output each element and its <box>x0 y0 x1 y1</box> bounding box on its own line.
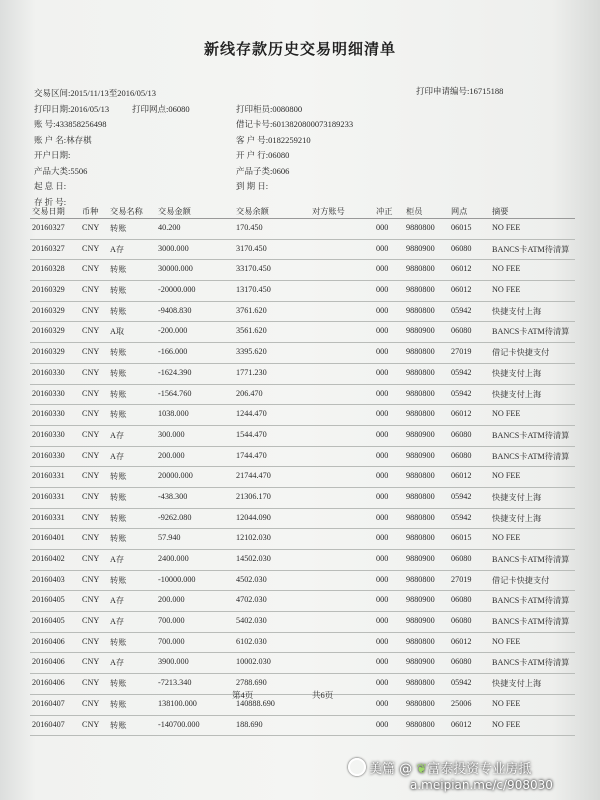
cell-branch: 06012 <box>451 636 472 646</box>
cell-txn-type: 转账 <box>110 286 127 296</box>
cell-branch: 05942 <box>451 367 472 377</box>
cell-branch: 06012 <box>451 285 472 295</box>
cell-teller: 9880800 <box>406 512 435 522</box>
cell-amount: -1624.390 <box>158 367 192 377</box>
cell-date: 20160405 <box>32 595 65 605</box>
cell-memo: NO FEE <box>492 471 521 481</box>
cell-txn-type: 转账 <box>110 699 127 709</box>
cell-amount: 200.000 <box>158 595 185 605</box>
table-row <box>30 364 575 385</box>
watermark-author: 富泰投资专业房抵 <box>427 762 532 777</box>
cell-amount: 3000.000 <box>158 243 189 253</box>
cell-balance: 21744.470 <box>236 471 271 481</box>
cell-txn-type: 转账 <box>110 224 127 233</box>
cell-txn-type: A存 <box>110 451 125 461</box>
cell-balance: 206.470 <box>236 388 263 398</box>
cell-teller: 9880800 <box>406 388 435 398</box>
cell-reversal: 000 <box>376 347 389 357</box>
cell-date: 20160406 <box>32 636 65 646</box>
cell-reversal: 000 <box>376 491 389 501</box>
cell-amount: -166.000 <box>158 347 188 357</box>
cell-branch: 05942 <box>451 388 472 398</box>
cell-reversal: 000 <box>376 450 389 460</box>
cell-teller: 9880800 <box>406 223 435 232</box>
table-row <box>30 509 575 530</box>
print-branch: 打印网点:06080 <box>132 103 190 114</box>
cell-reversal: 000 <box>376 574 389 584</box>
cell-memo: BANCS卡ATM待清算 <box>492 244 570 254</box>
cell-txn-type: 转账 <box>110 306 127 316</box>
print-request-no: 打印申请编号:16715188 <box>416 86 504 96</box>
cell-branch: 27019 <box>451 574 472 584</box>
table-row <box>30 302 575 323</box>
cell-reversal: 000 <box>376 367 389 377</box>
cell-balance: 13170.450 <box>236 285 271 295</box>
cell-reversal: 000 <box>376 595 389 605</box>
cell-currency: CNY <box>82 388 100 398</box>
cell-currency: CNY <box>82 512 100 522</box>
table-row <box>30 219 575 240</box>
table-row <box>30 405 575 426</box>
cell-txn-type: A存 <box>110 430 125 440</box>
cell-date: 20160329 <box>32 285 65 295</box>
cell-txn-type: A存 <box>110 555 125 564</box>
cell-teller: 9880800 <box>406 347 435 357</box>
cell-date: 20160407 <box>32 719 65 729</box>
cell-branch: 06012 <box>451 264 472 274</box>
leaf-icon: ❦ <box>416 762 428 777</box>
cell-amount: -200.000 <box>158 326 188 336</box>
cell-currency: CNY <box>82 657 100 667</box>
cell-currency: CNY <box>82 636 100 646</box>
cell-date: 20160331 <box>32 491 65 501</box>
cell-balance: 3395.620 <box>236 347 267 357</box>
cell-currency: CNY <box>82 264 100 274</box>
cell-currency: CNY <box>82 554 100 563</box>
cell-date: 20160331 <box>32 512 65 522</box>
cell-txn-type: 转账 <box>110 389 127 399</box>
cell-teller: 9880900 <box>406 616 435 626</box>
cell-reversal: 000 <box>376 636 389 646</box>
cell-amount: -9262.080 <box>158 512 192 522</box>
cell-balance: 188.690 <box>236 719 263 729</box>
table-row <box>30 716 575 737</box>
cell-balance: 1544.470 <box>236 429 267 439</box>
cell-memo: BANCS卡ATM待清算 <box>492 327 570 337</box>
cell-branch: 06080 <box>451 450 472 460</box>
print-teller: 打印柜员:0080800 <box>236 103 303 114</box>
cell-reversal: 000 <box>376 616 389 626</box>
cell-teller: 9880900 <box>406 243 435 253</box>
cell-currency: CNY <box>82 326 100 336</box>
cell-balance: 1744.470 <box>236 450 267 460</box>
table-row <box>30 240 575 261</box>
cell-date: 20160327 <box>32 223 65 232</box>
account-name: 账 户 名:林存棋 <box>34 134 92 145</box>
cell-reversal: 000 <box>376 429 389 439</box>
cell-currency: CNY <box>82 533 100 543</box>
cell-txn-type: 转账 <box>110 679 127 689</box>
cell-reversal: 000 <box>376 657 389 667</box>
cell-amount: -10000.000 <box>158 574 196 584</box>
cell-txn-type: 转账 <box>110 534 127 544</box>
cell-currency: CNY <box>82 223 100 232</box>
cell-date: 20160329 <box>32 347 65 357</box>
cell-teller: 9880900 <box>406 595 435 605</box>
cell-reversal: 000 <box>376 388 389 398</box>
table-row <box>30 571 575 592</box>
cell-teller: 9880800 <box>406 719 435 729</box>
column-header: 交易名称 <box>110 207 143 216</box>
table-row <box>30 467 575 488</box>
cell-teller: 9880800 <box>406 471 435 481</box>
cell-date: 20160407 <box>32 698 65 708</box>
cell-reversal: 000 <box>376 264 389 274</box>
cell-currency: CNY <box>82 719 100 729</box>
cell-reversal: 000 <box>376 698 389 708</box>
table-row <box>30 385 575 406</box>
cell-txn-type: 转账 <box>110 575 127 585</box>
cell-teller: 9880800 <box>406 574 435 584</box>
column-header: 冲正 <box>376 207 393 216</box>
cell-branch: 06080 <box>451 595 472 605</box>
cell-amount: -438.300 <box>158 491 188 501</box>
cell-balance: 1244.470 <box>236 409 267 419</box>
cell-currency: CNY <box>82 491 100 501</box>
cell-reversal: 000 <box>376 678 389 688</box>
cell-reversal: 000 <box>376 326 389 336</box>
debit-card-number: 借记卡号:6013820800073189233 <box>236 119 354 129</box>
watermark <box>348 758 531 777</box>
cell-balance: 21306.170 <box>236 491 271 501</box>
cell-memo: NO FEE <box>492 264 521 274</box>
cell-reversal: 000 <box>376 554 389 563</box>
cell-teller: 9880800 <box>406 533 435 543</box>
column-header: 交易日期 <box>32 207 65 216</box>
open-date: 开户日期: <box>34 150 71 160</box>
cell-memo: BANCS卡ATM待清算 <box>492 658 570 668</box>
column-header: 摘要 <box>492 207 509 216</box>
cell-balance: 3170.450 <box>236 243 267 253</box>
cell-date: 20160330 <box>32 367 65 377</box>
cell-balance: 2788.690 <box>236 678 267 688</box>
cell-txn-type: A取 <box>110 327 125 337</box>
table-row <box>30 633 575 654</box>
cell-currency: CNY <box>82 471 100 481</box>
cell-balance: 33170.450 <box>236 264 271 274</box>
cell-balance: 6102.030 <box>236 636 267 646</box>
cell-reversal: 000 <box>376 243 389 253</box>
cell-reversal: 000 <box>376 409 389 419</box>
cell-memo: BANCS卡ATM待清算 <box>492 596 570 606</box>
table-row <box>30 447 575 468</box>
cell-date: 20160330 <box>32 388 65 398</box>
cell-branch: 05942 <box>451 512 472 522</box>
statement-header <box>34 86 574 210</box>
column-header: 交易金额 <box>158 207 191 216</box>
cell-currency: CNY <box>82 595 100 605</box>
cell-date: 20160331 <box>32 471 65 481</box>
transaction-table <box>30 204 575 736</box>
table-row <box>30 343 575 364</box>
cell-txn-type: 转账 <box>110 472 127 482</box>
cell-memo: NO FEE <box>492 719 521 729</box>
cell-memo: 快捷支付上海 <box>492 389 542 399</box>
cell-memo: 快捷支付上海 <box>492 513 542 523</box>
cell-currency: CNY <box>82 450 100 460</box>
watermark-url: a.meipian.me/c/908030 <box>410 778 553 792</box>
cell-memo: BANCS卡ATM待清算 <box>492 617 570 627</box>
cell-teller: 9880900 <box>406 554 435 563</box>
cell-amount: -20000.000 <box>158 285 196 295</box>
cell-txn-type: 转账 <box>110 492 127 502</box>
table-row <box>30 281 575 302</box>
cell-amount: 20000.000 <box>158 471 193 481</box>
passbook-number: 存 折 号: <box>34 196 67 207</box>
cell-amount: 700.000 <box>158 636 185 646</box>
cell-currency: CNY <box>82 698 100 708</box>
table-row <box>30 260 575 281</box>
cell-txn-type: A存 <box>110 596 125 606</box>
cell-balance: 4502.030 <box>236 574 267 584</box>
cell-balance: 170.450 <box>236 223 263 232</box>
cell-memo: NO FEE <box>492 285 521 295</box>
table-row <box>30 550 575 571</box>
cell-branch: 06012 <box>451 409 472 419</box>
cell-branch: 06080 <box>451 243 472 253</box>
cell-txn-type: A存 <box>110 658 125 668</box>
cell-txn-type: A存 <box>110 617 125 627</box>
table-row <box>30 322 575 343</box>
cell-branch: 06015 <box>451 223 472 232</box>
table-row <box>30 591 575 612</box>
cell-date: 20160401 <box>32 533 65 543</box>
cell-txn-type: 转账 <box>110 410 127 420</box>
document-title: 新线存款历史交易明细清单 <box>203 40 396 58</box>
cell-memo: NO FEE <box>492 698 521 708</box>
cell-amount: 138100.000 <box>158 698 197 708</box>
cell-reversal: 000 <box>376 305 389 315</box>
cell-balance: 12044.090 <box>236 512 271 522</box>
cell-branch: 05942 <box>451 305 472 315</box>
open-branch: 开 户 行:06080 <box>236 150 290 160</box>
watermark-brand: 美篇 @ <box>369 762 413 777</box>
cell-reversal: 000 <box>376 471 389 481</box>
cell-memo: 借记卡快捷支付 <box>492 348 550 358</box>
cell-balance: 14502.030 <box>236 554 271 563</box>
cell-amount: 3900.000 <box>158 657 189 667</box>
cell-balance: 10002.030 <box>236 657 271 667</box>
cell-balance: 5402.030 <box>236 616 267 626</box>
cell-balance: 4702.030 <box>236 595 267 605</box>
cell-teller: 9880900 <box>406 326 435 336</box>
cell-teller: 9880800 <box>406 698 435 708</box>
cell-balance: 140888.690 <box>236 698 275 708</box>
cell-memo: NO FEE <box>492 409 521 419</box>
cell-currency: CNY <box>82 367 100 377</box>
cell-txn-type: 转账 <box>110 637 127 647</box>
transaction-range: 交易区间:2015/11/13至2016/05/13 <box>34 88 156 98</box>
cell-amount: 40.200 <box>158 223 181 232</box>
product-class: 产品大类:5506 <box>34 165 88 176</box>
column-header: 对方账号 <box>312 207 345 216</box>
table-row <box>30 674 575 695</box>
cell-currency: CNY <box>82 574 100 584</box>
cell-memo: BANCS卡ATM待清算 <box>492 451 570 461</box>
table-row <box>30 426 575 447</box>
cell-branch: 06080 <box>451 429 472 439</box>
cell-txn-type: 转账 <box>110 720 127 730</box>
cell-memo: 快捷支付上海 <box>492 492 542 502</box>
cell-txn-type: 转账 <box>110 513 127 523</box>
cell-date: 20160403 <box>32 574 65 584</box>
cell-branch: 27019 <box>451 347 472 357</box>
cell-date: 20160330 <box>32 450 65 460</box>
cell-reversal: 000 <box>376 285 389 295</box>
cell-teller: 9880800 <box>406 264 435 274</box>
cell-amount: 2400.000 <box>158 554 189 563</box>
cell-memo: NO FEE <box>492 636 521 646</box>
cell-currency: CNY <box>82 305 100 315</box>
cell-date: 20160328 <box>32 264 65 274</box>
cell-teller: 9880800 <box>406 491 435 501</box>
cell-memo: 快捷支付上海 <box>492 306 542 316</box>
customer-number: 客 户 号:0182259210 <box>236 134 311 145</box>
cell-currency: CNY <box>82 678 100 688</box>
cell-amount: 57.940 <box>158 533 181 543</box>
cell-reversal: 000 <box>376 719 389 729</box>
cell-amount: -7213.340 <box>158 678 192 688</box>
cell-date: 20160327 <box>32 243 65 253</box>
cell-date: 20160330 <box>32 409 65 419</box>
cell-teller: 9880900 <box>406 657 435 667</box>
cell-teller: 9880800 <box>406 678 435 688</box>
cell-memo: 快捷支付上海 <box>492 679 542 689</box>
cell-branch: 05942 <box>451 491 472 501</box>
cell-txn-type: 转账 <box>110 265 127 275</box>
cell-amount: 700.000 <box>158 616 185 626</box>
cell-memo: 快捷支付上海 <box>492 368 542 378</box>
cell-txn-type: 转账 <box>110 368 127 378</box>
cell-teller: 9880800 <box>406 285 435 295</box>
cell-reversal: 000 <box>376 533 389 543</box>
cell-teller: 9880800 <box>406 305 435 315</box>
cell-balance: 1771.230 <box>236 367 267 377</box>
print-date: 打印日期:2016/05/13 <box>34 103 110 114</box>
cell-teller: 9880800 <box>406 367 435 377</box>
meipian-logo-icon <box>348 758 366 776</box>
cell-memo: 借记卡快捷支付 <box>492 575 550 585</box>
table-row <box>30 653 575 674</box>
cell-branch: 25006 <box>451 698 472 708</box>
value-date: 起 息 日: <box>34 181 67 191</box>
due-date: 到 期 日: <box>236 181 269 191</box>
table-row <box>30 695 575 716</box>
cell-branch: 06015 <box>451 533 472 543</box>
cell-txn-type: A存 <box>110 244 125 254</box>
page-total: 共6页 <box>312 690 334 700</box>
cell-reversal: 000 <box>376 223 389 232</box>
table-row <box>30 529 575 550</box>
cell-currency: CNY <box>82 285 100 295</box>
column-header: 交易余额 <box>236 207 269 216</box>
cell-reversal: 000 <box>376 512 389 522</box>
cell-memo: NO FEE <box>492 533 521 543</box>
cell-date: 20160406 <box>32 657 65 667</box>
cell-branch: 06080 <box>451 657 472 667</box>
cell-balance: 3561.620 <box>236 326 267 336</box>
cell-currency: CNY <box>82 243 100 253</box>
table-row <box>30 612 575 633</box>
cell-amount: -140700.000 <box>158 719 200 729</box>
cell-date: 20160402 <box>32 554 65 563</box>
table-header-row <box>30 204 575 219</box>
cell-date: 20160329 <box>32 305 65 315</box>
cell-teller: 9880800 <box>406 636 435 646</box>
cell-branch: 06080 <box>451 326 472 336</box>
cell-balance: 3761.620 <box>236 305 267 315</box>
cell-date: 20160406 <box>32 678 65 688</box>
cell-branch: 05942 <box>451 678 472 688</box>
cell-amount: 300.000 <box>158 429 185 439</box>
cell-teller: 9880900 <box>406 450 435 460</box>
cell-currency: CNY <box>82 409 100 419</box>
cell-currency: CNY <box>82 616 100 626</box>
cell-branch: 06012 <box>451 471 472 481</box>
cell-memo: BANCS卡ATM待清算 <box>492 555 570 564</box>
account-number: 账 号:433858256498 <box>34 119 107 129</box>
column-header: 柜员 <box>406 207 423 216</box>
product-subclass: 产品子类:0606 <box>236 165 290 176</box>
cell-amount: 30000.000 <box>158 264 193 274</box>
cell-amount: -1564.760 <box>158 388 192 398</box>
cell-amount: -9408.830 <box>158 305 192 315</box>
cell-memo: NO FEE <box>492 223 521 232</box>
cell-date: 20160329 <box>32 326 65 336</box>
cell-currency: CNY <box>82 347 100 357</box>
table-row <box>30 488 575 509</box>
cell-amount: 1038.000 <box>158 409 189 419</box>
cell-memo: BANCS卡ATM待清算 <box>492 430 570 440</box>
cell-branch: 06080 <box>451 554 472 563</box>
cell-teller: 9880800 <box>406 409 435 419</box>
cell-date: 20160405 <box>32 616 65 626</box>
cell-balance: 12102.030 <box>236 533 271 543</box>
page-number: 第4页 <box>232 690 254 700</box>
cell-branch: 06012 <box>451 719 472 729</box>
column-header: 网点 <box>451 207 468 216</box>
cell-txn-type: 转账 <box>110 348 127 358</box>
cell-teller: 9880900 <box>406 429 435 439</box>
cell-branch: 06080 <box>451 616 472 626</box>
cell-amount: 200.000 <box>158 450 185 460</box>
cell-date: 20160330 <box>32 429 65 439</box>
column-header: 币种 <box>82 207 99 216</box>
cell-currency: CNY <box>82 429 100 439</box>
